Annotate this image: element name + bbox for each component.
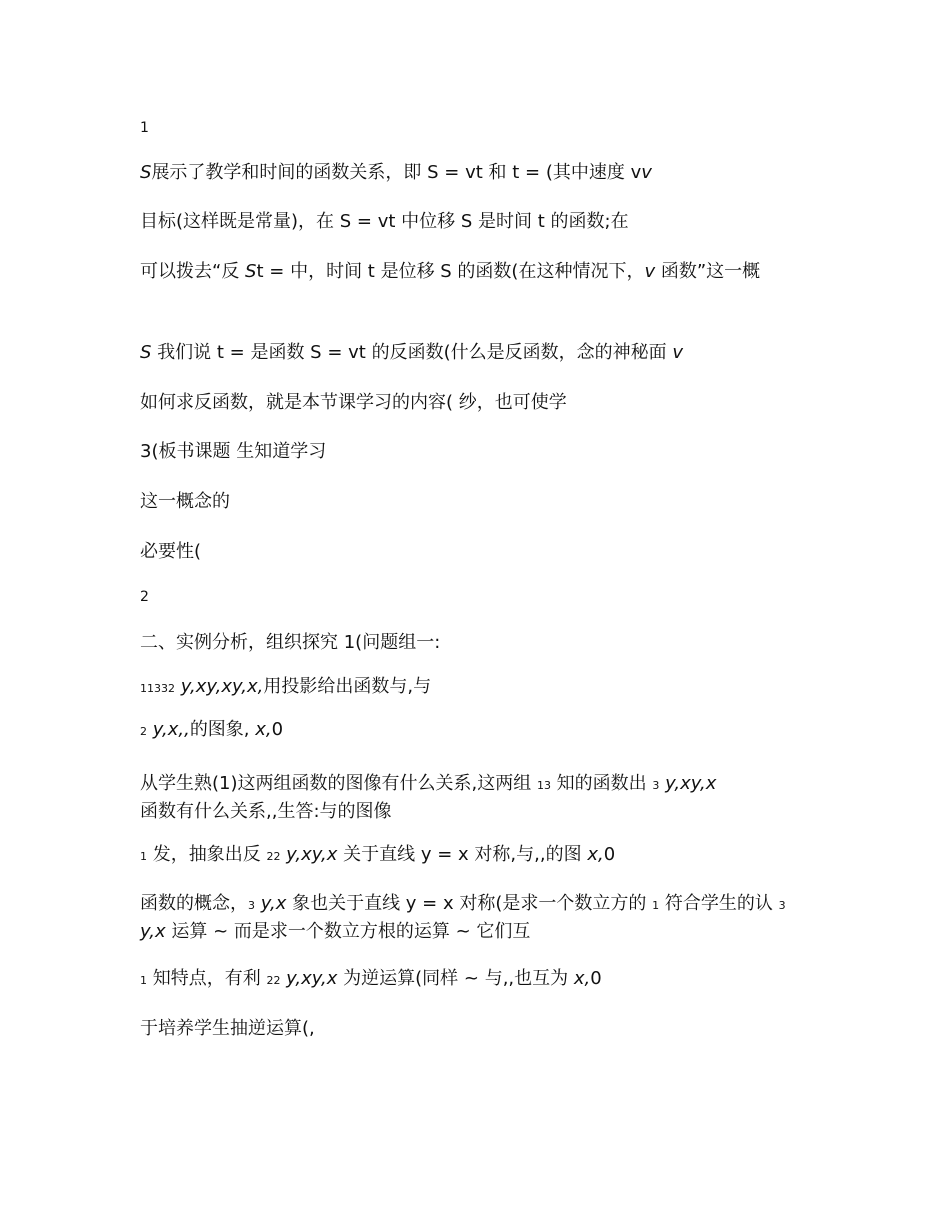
paragraph-line: 目标(这样既是常量)，在 S = vt 中位移 S 是时间 t 的函数;在 bbox=[140, 211, 629, 232]
math-symbol: S bbox=[140, 162, 152, 183]
math-symbol: S bbox=[245, 261, 257, 282]
text-run: 运算 ~ 而是求一个数立方根的运算 ~ 它们互 bbox=[165, 921, 531, 942]
text-run: 函数的概念， bbox=[140, 893, 248, 914]
text-run: 符合学生的认 bbox=[659, 893, 779, 914]
math-expression: y,xy,x bbox=[280, 844, 338, 865]
math-expression: y,xy,x bbox=[659, 773, 717, 794]
text-run: 展示了教学和时间的函数关系，即 S = vt 和 t = (其中速度 v bbox=[151, 162, 642, 183]
text-run: 0 bbox=[603, 844, 616, 865]
math-expression: x, bbox=[255, 719, 272, 740]
paragraph-line bbox=[140, 891, 812, 945]
text-run: 0 bbox=[271, 719, 284, 740]
math-symbol: v bbox=[644, 261, 656, 282]
subscript: 1 bbox=[140, 850, 147, 863]
text-run: 函数”这一概 bbox=[655, 261, 761, 282]
paragraph-line bbox=[140, 674, 820, 702]
text-run: 关于直线 y = x 对称,与,,的图 bbox=[337, 844, 588, 865]
text-run: 知的函数出 bbox=[550, 773, 653, 794]
text-run: 为逆运算(同样 ~ 与,,也互为 bbox=[337, 968, 574, 989]
math-symbol: v bbox=[672, 342, 683, 363]
math-symbol: v bbox=[641, 162, 652, 183]
math-expression: x, bbox=[587, 844, 604, 865]
text-run: 0 bbox=[590, 968, 602, 989]
paragraph-line bbox=[140, 966, 820, 994]
paragraph-line: 于培养学生抽逆运算(, bbox=[140, 1018, 315, 1039]
math-expression: y,x bbox=[255, 893, 287, 914]
text-run: 可以拨去“反 bbox=[140, 261, 246, 282]
paragraph-line: 这一概念的 bbox=[140, 491, 230, 512]
page-number: 2 bbox=[140, 589, 149, 605]
paragraph-line bbox=[140, 259, 812, 285]
text-run: 我们说 t = 是函数 S = vt 的反函数(什么是反函数，念的神秘面 bbox=[151, 342, 673, 363]
text-run: 象也关于直线 y = x 对称(是求一个数立方的 bbox=[286, 893, 653, 914]
subscript: 3 bbox=[652, 779, 660, 792]
subscript: 13 bbox=[536, 779, 551, 792]
subscript: 22 bbox=[266, 850, 281, 863]
text-run: 用投影给出函数与,与 bbox=[263, 676, 432, 697]
paragraph-line bbox=[140, 717, 820, 745]
subscript: 1 bbox=[652, 899, 660, 912]
math-expression: y,x bbox=[140, 921, 166, 942]
subscript: 22 bbox=[266, 974, 281, 987]
paragraph-line: 3(板书课题 生知道学习 bbox=[140, 441, 327, 462]
subscript: 3 bbox=[248, 899, 255, 912]
text-run: 发，抽象出反 bbox=[147, 844, 267, 865]
math-expression: x, bbox=[573, 968, 591, 989]
paragraph-line: 必要性( bbox=[140, 541, 202, 562]
text-run: 从学生熟(1)这两组函数的图像有什么关系,这两组 bbox=[140, 773, 537, 794]
text-run: 的图象, bbox=[189, 719, 256, 740]
subscript: 2 bbox=[140, 725, 147, 738]
paragraph-line bbox=[140, 340, 820, 366]
math-expression: y,x,, bbox=[152, 719, 190, 740]
paragraph-line bbox=[140, 160, 820, 186]
math-expression: y,xy,xy,x, bbox=[180, 676, 264, 697]
page-number: 1 bbox=[140, 120, 149, 136]
paragraph-line bbox=[140, 771, 812, 825]
paragraph-line: 如何求反函数，就是本节课学习的内容( 纱，也可使学 bbox=[140, 392, 567, 413]
section-heading: 二、实例分析，组织探究 1(问题组一: bbox=[140, 632, 441, 653]
text-run: 知特点，有利 bbox=[147, 968, 267, 989]
subscript: 1 bbox=[140, 974, 147, 987]
paragraph-line bbox=[140, 842, 820, 870]
text-run: 函数有什么关系,,生答:与的图像 bbox=[140, 801, 392, 822]
subscript: 3 bbox=[778, 899, 786, 912]
text-run: t = 中，时间 t 是位移 S 的函数(在这种情况下， bbox=[256, 261, 645, 282]
subscript: 11332 bbox=[140, 682, 175, 695]
math-expression: y,xy,x bbox=[280, 968, 338, 989]
math-symbol: S bbox=[140, 342, 152, 363]
